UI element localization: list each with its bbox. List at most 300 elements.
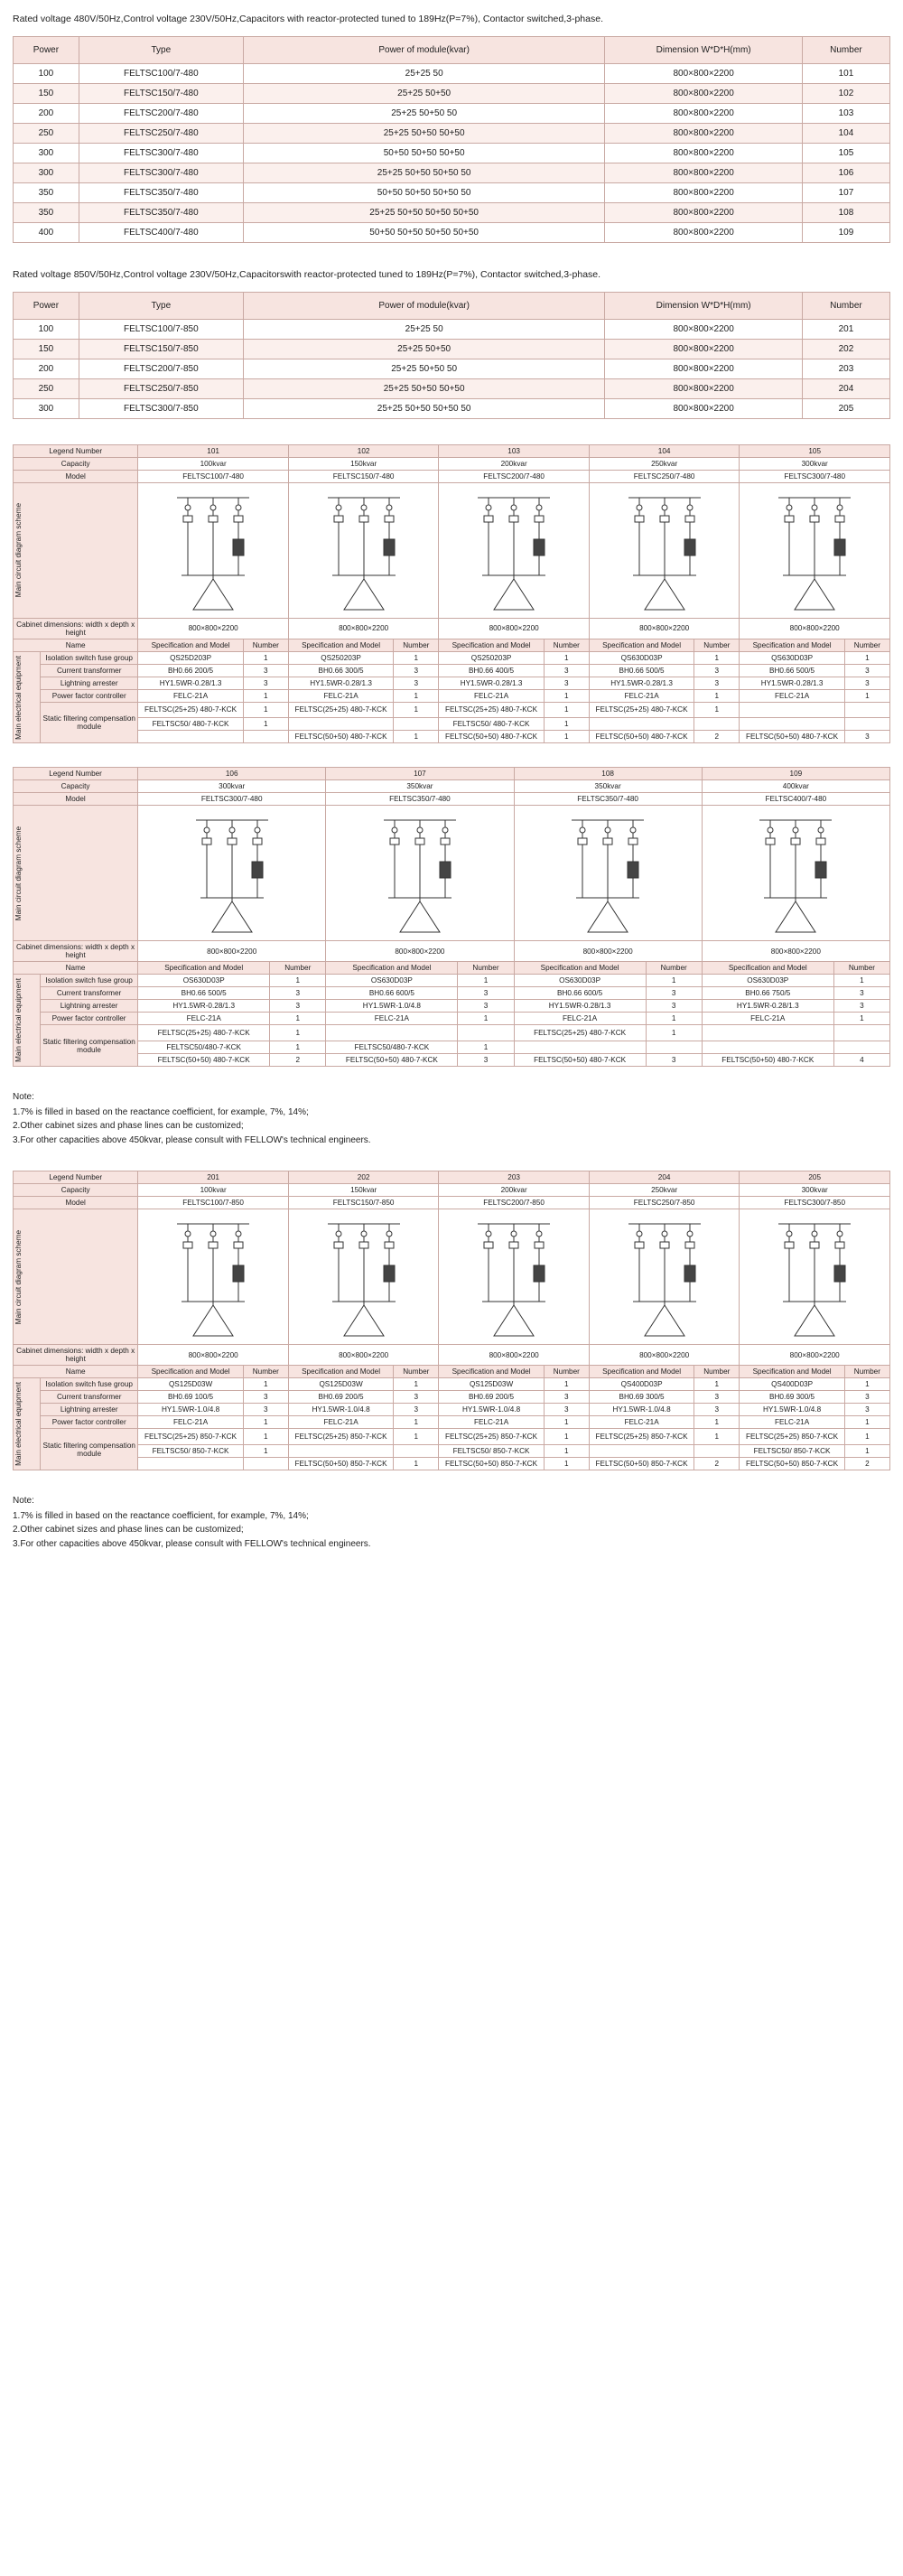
- cabinet-dimensions-row: [14, 618, 890, 639]
- equipment-spec-cell: QS125D03W: [138, 1378, 243, 1391]
- legend-number-row: [14, 768, 890, 780]
- capacity-cell: 300kvar: [740, 1184, 890, 1197]
- equipment-spec-cell: HY1.5WR-1.0/4.8: [288, 1404, 393, 1416]
- table-cell: FELTSC350/7-480: [79, 182, 243, 202]
- equipment-number-cell: 3: [544, 664, 589, 677]
- equipment-number-cell: 1: [243, 689, 288, 702]
- circuit-diagram-icon: [760, 1211, 869, 1342]
- table-row: [14, 143, 890, 163]
- equipment-number-cell: 3: [270, 1000, 326, 1013]
- equipment-number-cell: 3: [544, 1391, 589, 1404]
- table-row: [14, 83, 890, 103]
- capacity-cell: 200kvar: [439, 457, 590, 470]
- equipment-number-cell: 1: [844, 651, 889, 664]
- table-cell: 25+25 50+50 50: [243, 359, 605, 378]
- table-row: [14, 359, 890, 378]
- equipment-name-cell: Current transformer: [41, 987, 138, 1000]
- equipment-number-cell: 1: [694, 1416, 740, 1429]
- equipment-number-cell: 1: [694, 689, 740, 702]
- equipment-row: [14, 702, 890, 718]
- cabinet-dimensions-row: [14, 1345, 890, 1366]
- equipment-number-cell: 3: [646, 987, 702, 1000]
- equipment-number-cell: 1: [243, 1416, 288, 1429]
- equipment-number-cell: 2: [694, 1458, 740, 1470]
- circuit-diagram-icon: [310, 485, 418, 616]
- equipment-row: [14, 975, 890, 987]
- model-cell: FELTSC300/7-850: [740, 1197, 890, 1209]
- equipment-spec-cell: HY1.5WR-0.28/1.3: [138, 677, 243, 689]
- equipment-number-cell: 1: [544, 718, 589, 731]
- equipment-number-cell: 2: [694, 731, 740, 743]
- table-cell: 300: [14, 398, 79, 418]
- table-header-row: [14, 292, 890, 319]
- equipment-number-cell: 1: [394, 1378, 439, 1391]
- equipment-number-cell: 3: [544, 677, 589, 689]
- equipment-number-cell: 1: [544, 1445, 589, 1458]
- circuit-diagram-icon: [366, 807, 474, 938]
- equipment-spec-cell: FELTSC(25+25) 850-7-KCK: [589, 1429, 694, 1445]
- diagram-cell: [589, 482, 740, 618]
- capacity-cell: 250kvar: [589, 1184, 740, 1197]
- equipment-number-cell: 1: [394, 702, 439, 718]
- col-number: Number: [646, 962, 702, 975]
- col-spec-model: Specification and Model: [288, 639, 393, 651]
- table-row: [14, 163, 890, 182]
- equipment-number-cell: 1: [394, 689, 439, 702]
- equipment-number-cell: 1: [394, 651, 439, 664]
- equipment-number-cell: 1: [243, 702, 288, 718]
- model-cell: FELTSC350/7-480: [514, 793, 702, 806]
- table-cell: 250: [14, 123, 79, 143]
- row-label-capacity: Capacity: [14, 1184, 138, 1197]
- equipment-spec-cell: FELC-21A: [326, 1013, 458, 1025]
- capacity-cell: 150kvar: [288, 457, 439, 470]
- equipment-spec-cell: [326, 1025, 458, 1041]
- col-number: Number: [394, 1366, 439, 1378]
- equipment-spec-cell: FELTSC50/ 850-7-KCK: [439, 1445, 544, 1458]
- table-cell: 25+25 50+50: [243, 339, 605, 359]
- col-spec-model: Specification and Model: [138, 639, 243, 651]
- cabinet-dimension-cell: 800×800×2200: [138, 618, 289, 639]
- table-cell: 100: [14, 319, 79, 339]
- table-cell: FELTSC300/7-850: [79, 398, 243, 418]
- table-cell: 200: [14, 359, 79, 378]
- equipment-number-cell: [243, 1458, 288, 1470]
- equipment-number-cell: 1: [458, 1041, 514, 1054]
- equipment-spec-cell: [288, 1445, 393, 1458]
- equipment-number-cell: 1: [694, 651, 740, 664]
- legend-table: [13, 767, 890, 1067]
- model-cell: FELTSC250/7-850: [589, 1197, 740, 1209]
- equipment-spec-cell: FELC-21A: [589, 689, 694, 702]
- circuit-diagram-icon: [159, 485, 267, 616]
- cabinet-dimension-cell: 800×800×2200: [740, 1345, 890, 1366]
- equipment-spec-cell: BH0.69 200/5: [288, 1391, 393, 1404]
- equipment-spec-cell: FELC-21A: [702, 1013, 833, 1025]
- row-label-name: Name: [14, 639, 138, 651]
- equipment-spec-cell: BH0.66 500/5: [589, 664, 694, 677]
- equipment-spec-cell: FELC-21A: [740, 689, 844, 702]
- legend-number-cell: 102: [288, 444, 439, 457]
- equipment-spec-cell: BH0.69 300/5: [589, 1391, 694, 1404]
- table-cell: FELTSC200/7-480: [79, 103, 243, 123]
- table-cell: 800×800×2200: [605, 123, 802, 143]
- model-cell: FELTSC150/7-480: [288, 470, 439, 482]
- equipment-spec-cell: FELC-21A: [138, 1416, 243, 1429]
- equipment-number-cell: 1: [844, 1445, 889, 1458]
- col-power-module: Power of module(kvar): [243, 292, 605, 319]
- row-label-capacity: Capacity: [14, 780, 138, 793]
- equipment-number-cell: 1: [544, 651, 589, 664]
- equipment-number-cell: 1: [243, 1445, 288, 1458]
- equipment-name-cell: Power factor controller: [41, 1416, 138, 1429]
- equipment-name-cell: Static filtering compensation module: [41, 1429, 138, 1470]
- equipment-spec-cell: HY1.5WR-1.0/4.8: [326, 1000, 458, 1013]
- equipment-spec-cell: HY1.5WR-0.28/1.3: [702, 1000, 833, 1013]
- row-label-cabinet-dimensions: Cabinet dimensions: width x depth x height: [14, 1345, 138, 1366]
- col-number: Number: [544, 1366, 589, 1378]
- circuit-diagram-icon: [460, 485, 568, 616]
- equipment-spec-cell: FELTSC(50+50) 480-7-KCK: [514, 1054, 646, 1067]
- equipment-number-cell: 1: [243, 651, 288, 664]
- equipment-row: [14, 651, 890, 664]
- equipment-row: [14, 1025, 890, 1041]
- equipment-number-cell: 1: [544, 702, 589, 718]
- table-cell: 204: [802, 378, 889, 398]
- equipment-row: [14, 1054, 890, 1067]
- model-row: [14, 1197, 890, 1209]
- table-cell: 800×800×2200: [605, 63, 802, 83]
- circuit-diagram-icon: [610, 1211, 719, 1342]
- table-cell: FELTSC150/7-850: [79, 339, 243, 359]
- equipment-number-cell: 1: [394, 1429, 439, 1445]
- model-cell: FELTSC200/7-480: [439, 470, 590, 482]
- col-number: Number: [243, 639, 288, 651]
- table-cell: FELTSC400/7-480: [79, 222, 243, 242]
- row-label-name: Name: [14, 962, 138, 975]
- col-spec-model: Specification and Model: [326, 962, 458, 975]
- col-spec-model: Specification and Model: [514, 962, 646, 975]
- capacity-cell: 250kvar: [589, 457, 740, 470]
- table-row: [14, 63, 890, 83]
- cabinet-dimension-cell: 800×800×2200: [138, 1345, 289, 1366]
- table-cell: 201: [802, 319, 889, 339]
- equipment-number-cell: 1: [544, 731, 589, 743]
- equipment-number-cell: 3: [844, 677, 889, 689]
- equipment-name-cell: Current transformer: [41, 1391, 138, 1404]
- legend-number-cell: 101: [138, 444, 289, 457]
- note-line-3: 3.For other capacities above 450kvar, please consult with FELLOW's technical engineers.: [13, 1538, 371, 1549]
- table-cell: 202: [802, 339, 889, 359]
- capacity-cell: 350kvar: [326, 780, 514, 793]
- note-line-2: 2.Other cabinet sizes and phase lines can be customized;: [13, 1525, 244, 1535]
- col-power: Power: [14, 292, 79, 319]
- note-line-1: 1.7% is filled in based on the reactance coefficient, for example, 7%, 14%;: [13, 1510, 309, 1521]
- equipment-number-cell: 1: [844, 1429, 889, 1445]
- equipment-name-cell: Lightning arrester: [41, 677, 138, 689]
- equipment-number-cell: 1: [270, 1041, 326, 1054]
- equipment-spec-cell: FELTSC(25+25) 480-7-KCK: [514, 1025, 646, 1041]
- equipment-number-cell: 1: [243, 1429, 288, 1445]
- cabinet-dimension-cell: 800×800×2200: [138, 941, 326, 962]
- col-number: Number: [802, 36, 889, 63]
- equipment-row: [14, 731, 890, 743]
- col-spec-model: Specification and Model: [740, 639, 844, 651]
- table-row: [14, 103, 890, 123]
- equipment-spec-cell: FELTSC(50+50) 850-7-KCK: [439, 1458, 544, 1470]
- model-cell: FELTSC100/7-850: [138, 1197, 289, 1209]
- equipment-spec-cell: FELC-21A: [589, 1416, 694, 1429]
- equipment-spec-cell: [138, 731, 243, 743]
- table-cell: 100: [14, 63, 79, 83]
- equipment-spec-cell: [740, 702, 844, 718]
- equipment-number-cell: [844, 702, 889, 718]
- equipment-number-cell: 3: [458, 987, 514, 1000]
- col-type: Type: [79, 36, 243, 63]
- equipment-spec-cell: FELTSC50/480-7-KCK: [326, 1041, 458, 1054]
- equipment-spec-cell: [138, 1458, 243, 1470]
- col-number: Number: [844, 1366, 889, 1378]
- diagram-row: [14, 806, 890, 941]
- equipment-number-cell: 1: [544, 689, 589, 702]
- diagram-cell: [740, 482, 890, 618]
- equipment-number-cell: 2: [844, 1458, 889, 1470]
- legend-number-cell: 107: [326, 768, 514, 780]
- legend-number-cell: 203: [439, 1171, 590, 1184]
- equipment-spec-cell: HY1.5WR-1.0/4.8: [740, 1404, 844, 1416]
- col-power: Power: [14, 36, 79, 63]
- equipment-spec-cell: HY1.5WR-1.0/4.8: [439, 1404, 544, 1416]
- equipment-row: [14, 1013, 890, 1025]
- intro-paragraph-850v: Rated voltage 850V/50Hz,Control voltage 230V/50Hz,Capacitorswith reactor-protected tuned to 189Hz(P=7%), Contactor switched,3-phase.: [13, 268, 601, 280]
- equipment-name-cell: Lightning arrester: [41, 1404, 138, 1416]
- cabinet-dimension-cell: 800×800×2200: [514, 941, 702, 962]
- equipment-number-cell: 1: [833, 1013, 889, 1025]
- capacity-row: [14, 780, 890, 793]
- equipment-number-cell: 1: [458, 975, 514, 987]
- equipment-number-cell: [458, 1025, 514, 1041]
- circuit-diagram-icon: [741, 807, 850, 938]
- table-cell: 50+50 50+50 50+50: [243, 143, 605, 163]
- table-cell: FELTSC250/7-480: [79, 123, 243, 143]
- equipment-name-cell: Lightning arrester: [41, 1000, 138, 1013]
- equipment-number-cell: 1: [646, 975, 702, 987]
- equipment-number-cell: 3: [394, 1391, 439, 1404]
- table-cell: 800×800×2200: [605, 202, 802, 222]
- equipment-spec-cell: BH0.66 500/5: [138, 987, 270, 1000]
- equipment-spec-cell: HY1.5WR-1.0/4.8: [589, 1404, 694, 1416]
- table-cell: 25+25 50+50 50: [243, 103, 605, 123]
- equipment-number-cell: 1: [270, 975, 326, 987]
- col-type: Type: [79, 292, 243, 319]
- equipment-spec-cell: BH0.66 400/5: [439, 664, 544, 677]
- table-row: [14, 202, 890, 222]
- equipment-number-cell: 4: [833, 1054, 889, 1067]
- circuit-diagram-icon: [310, 1211, 418, 1342]
- equipment-spec-cell: [514, 1041, 646, 1054]
- table-cell: 106: [802, 163, 889, 182]
- equipment-number-cell: [394, 718, 439, 731]
- cabinet-dimension-cell: 800×800×2200: [288, 618, 439, 639]
- diagram-cell: [439, 1209, 590, 1345]
- col-number: Number: [544, 639, 589, 651]
- equipment-spec-cell: FELC-21A: [138, 689, 243, 702]
- equipment-spec-cell: [702, 1041, 833, 1054]
- row-label-legend-number: Legend Number: [14, 444, 138, 457]
- table-cell: 25+25 50+50 50+50 50: [243, 398, 605, 418]
- table-row: [14, 123, 890, 143]
- table-cell: 25+25 50+50 50+50: [243, 378, 605, 398]
- table-row: [14, 319, 890, 339]
- equipment-row: [14, 689, 890, 702]
- equipment-spec-cell: OS630D03P: [702, 975, 833, 987]
- equipment-number-cell: 1: [544, 1458, 589, 1470]
- circuit-diagram-icon: [554, 807, 662, 938]
- legend-number-cell: 104: [589, 444, 740, 457]
- equipment-spec-cell: FELTSC(50+50) 480-7-KCK: [589, 731, 694, 743]
- equipment-spec-cell: FELTSC(50+50) 850-7-KCK: [740, 1458, 844, 1470]
- equipment-number-cell: 1: [646, 1013, 702, 1025]
- model-cell: FELTSC300/7-480: [138, 793, 326, 806]
- equipment-number-cell: 1: [844, 1416, 889, 1429]
- equipment-spec-cell: FELTSC50/ 480-7-KCK: [138, 718, 243, 731]
- equipment-number-cell: 1: [394, 1458, 439, 1470]
- legend-block-101-105: [13, 444, 890, 744]
- capacity-cell: 300kvar: [138, 780, 326, 793]
- capacity-row: [14, 457, 890, 470]
- row-label-model: Model: [14, 793, 138, 806]
- note-block-2: [13, 1494, 890, 1551]
- table-cell: 800×800×2200: [605, 182, 802, 202]
- cabinet-dimension-cell: 800×800×2200: [589, 618, 740, 639]
- equipment-spec-cell: FELTSC50/ 480-7-KCK: [439, 718, 544, 731]
- col-number: Number: [694, 639, 740, 651]
- equipment-name-cell: Static filtering compensation module: [41, 702, 138, 743]
- equipment-number-cell: 1: [270, 1013, 326, 1025]
- table-cell: FELTSC200/7-850: [79, 359, 243, 378]
- note-line-3: 3.For other capacities above 450kvar, please consult with FELLOW's technical engineers.: [13, 1134, 371, 1145]
- model-row: [14, 793, 890, 806]
- cabinet-dimension-cell: 800×800×2200: [589, 1345, 740, 1366]
- equipment-row: [14, 1041, 890, 1054]
- row-label-legend-number: Legend Number: [14, 768, 138, 780]
- capacity-cell: 150kvar: [288, 1184, 439, 1197]
- equipment-name-cell: Power factor controller: [41, 689, 138, 702]
- table-cell: 205: [802, 398, 889, 418]
- row-label-cabinet-dimensions: Cabinet dimensions: width x depth x height: [14, 941, 138, 962]
- equipment-spec-cell: FELC-21A: [740, 1416, 844, 1429]
- circuit-diagram-icon: [610, 485, 719, 616]
- equipment-spec-cell: BH0.69 200/5: [439, 1391, 544, 1404]
- spec-table-850v: [13, 292, 890, 419]
- note-title: Note:: [13, 1092, 34, 1103]
- diagram-cell: [288, 482, 439, 618]
- diagram-cell: [589, 1209, 740, 1345]
- table-cell: 800×800×2200: [605, 378, 802, 398]
- table-cell: 50+50 50+50 50+50 50: [243, 182, 605, 202]
- equipment-spec-cell: QS630D03P: [589, 651, 694, 664]
- model-cell: FELTSC250/7-480: [589, 470, 740, 482]
- legend-number-cell: 108: [514, 768, 702, 780]
- equipment-spec-cell: [288, 718, 393, 731]
- equipment-spec-cell: FELTSC(50+50) 850-7-KCK: [589, 1458, 694, 1470]
- legend-block-106-109: [13, 767, 890, 1067]
- intro-paragraph-480v: Rated voltage 480V/50Hz,Control voltage 230V/50Hz,Capacitors with reactor-protected tuned to 189Hz(P=7%), Contactor switched,3-phase.: [13, 14, 603, 24]
- diagram-cell: [138, 1209, 289, 1345]
- equipment-spec-cell: FELC-21A: [514, 1013, 646, 1025]
- equipment-spec-cell: FELTSC(25+25) 480-7-KCK: [589, 702, 694, 718]
- row-label-model: Model: [14, 470, 138, 482]
- capacity-row: [14, 1184, 890, 1197]
- table-cell: 25+25 50: [243, 319, 605, 339]
- equipment-spec-cell: QS400D03P: [740, 1378, 844, 1391]
- equipment-spec-cell: BH0.66 500/5: [740, 664, 844, 677]
- table-row: [14, 378, 890, 398]
- circuit-diagram-icon: [178, 807, 286, 938]
- equipment-spec-cell: FELTSC(50+50) 480-7-KCK: [702, 1054, 833, 1067]
- equipment-spec-cell: FELTSC(50+50) 480-7-KCK: [138, 1054, 270, 1067]
- equipment-number-cell: [694, 1445, 740, 1458]
- equipment-number-cell: 1: [694, 1378, 740, 1391]
- table-cell: FELTSC350/7-480: [79, 202, 243, 222]
- equipment-spec-cell: FELC-21A: [439, 1416, 544, 1429]
- equipment-number-cell: 1: [544, 1378, 589, 1391]
- table-cell: FELTSC100/7-850: [79, 319, 243, 339]
- table-cell: 250: [14, 378, 79, 398]
- equipment-row: [14, 1445, 890, 1458]
- table-cell: 25+25 50+50 50+50 50: [243, 163, 605, 182]
- note-block-1: [13, 1090, 890, 1147]
- equipment-name-cell: Static filtering compensation module: [41, 1025, 138, 1067]
- col-number: Number: [844, 639, 889, 651]
- equipment-number-cell: 1: [844, 1378, 889, 1391]
- equipment-spec-cell: BH0.66 750/5: [702, 987, 833, 1000]
- equipment-spec-cell: BH0.66 300/5: [288, 664, 393, 677]
- equipment-number-cell: 3: [694, 664, 740, 677]
- equipment-number-cell: 3: [844, 731, 889, 743]
- equipment-header-row: [14, 639, 890, 651]
- table-cell: FELTSC250/7-850: [79, 378, 243, 398]
- row-label-capacity: Capacity: [14, 457, 138, 470]
- diagram-cell: [439, 482, 590, 618]
- equipment-spec-cell: FELTSC(50+50) 480-7-KCK: [439, 731, 544, 743]
- equipment-spec-cell: FELC-21A: [288, 1416, 393, 1429]
- col-number: Number: [802, 292, 889, 319]
- equipment-number-cell: [646, 1041, 702, 1054]
- diagram-row: [14, 482, 890, 618]
- table-cell: 103: [802, 103, 889, 123]
- table-cell: FELTSC300/7-480: [79, 163, 243, 182]
- legend-number-cell: 205: [740, 1171, 890, 1184]
- equipment-number-cell: [844, 718, 889, 731]
- table-cell: 101: [802, 63, 889, 83]
- equipment-number-cell: 1: [270, 1025, 326, 1041]
- diagram-cell: [326, 806, 514, 941]
- equipment-number-cell: 3: [694, 1404, 740, 1416]
- table-cell: 108: [802, 202, 889, 222]
- diagram-cell: [138, 482, 289, 618]
- legend-number-cell: 106: [138, 768, 326, 780]
- capacity-cell: 300kvar: [740, 457, 890, 470]
- equipment-number-cell: 1: [243, 718, 288, 731]
- equipment-row: [14, 1416, 890, 1429]
- equipment-number-cell: 1: [694, 1429, 740, 1445]
- model-cell: FELTSC400/7-480: [702, 793, 889, 806]
- equipment-spec-cell: HY1.5WR-0.28/1.3: [740, 677, 844, 689]
- equipment-number-cell: 3: [844, 1391, 889, 1404]
- equipment-spec-cell: FELTSC(50+50) 480-7-KCK: [288, 731, 393, 743]
- equipment-spec-cell: FELTSC(25+25) 850-7-KCK: [439, 1429, 544, 1445]
